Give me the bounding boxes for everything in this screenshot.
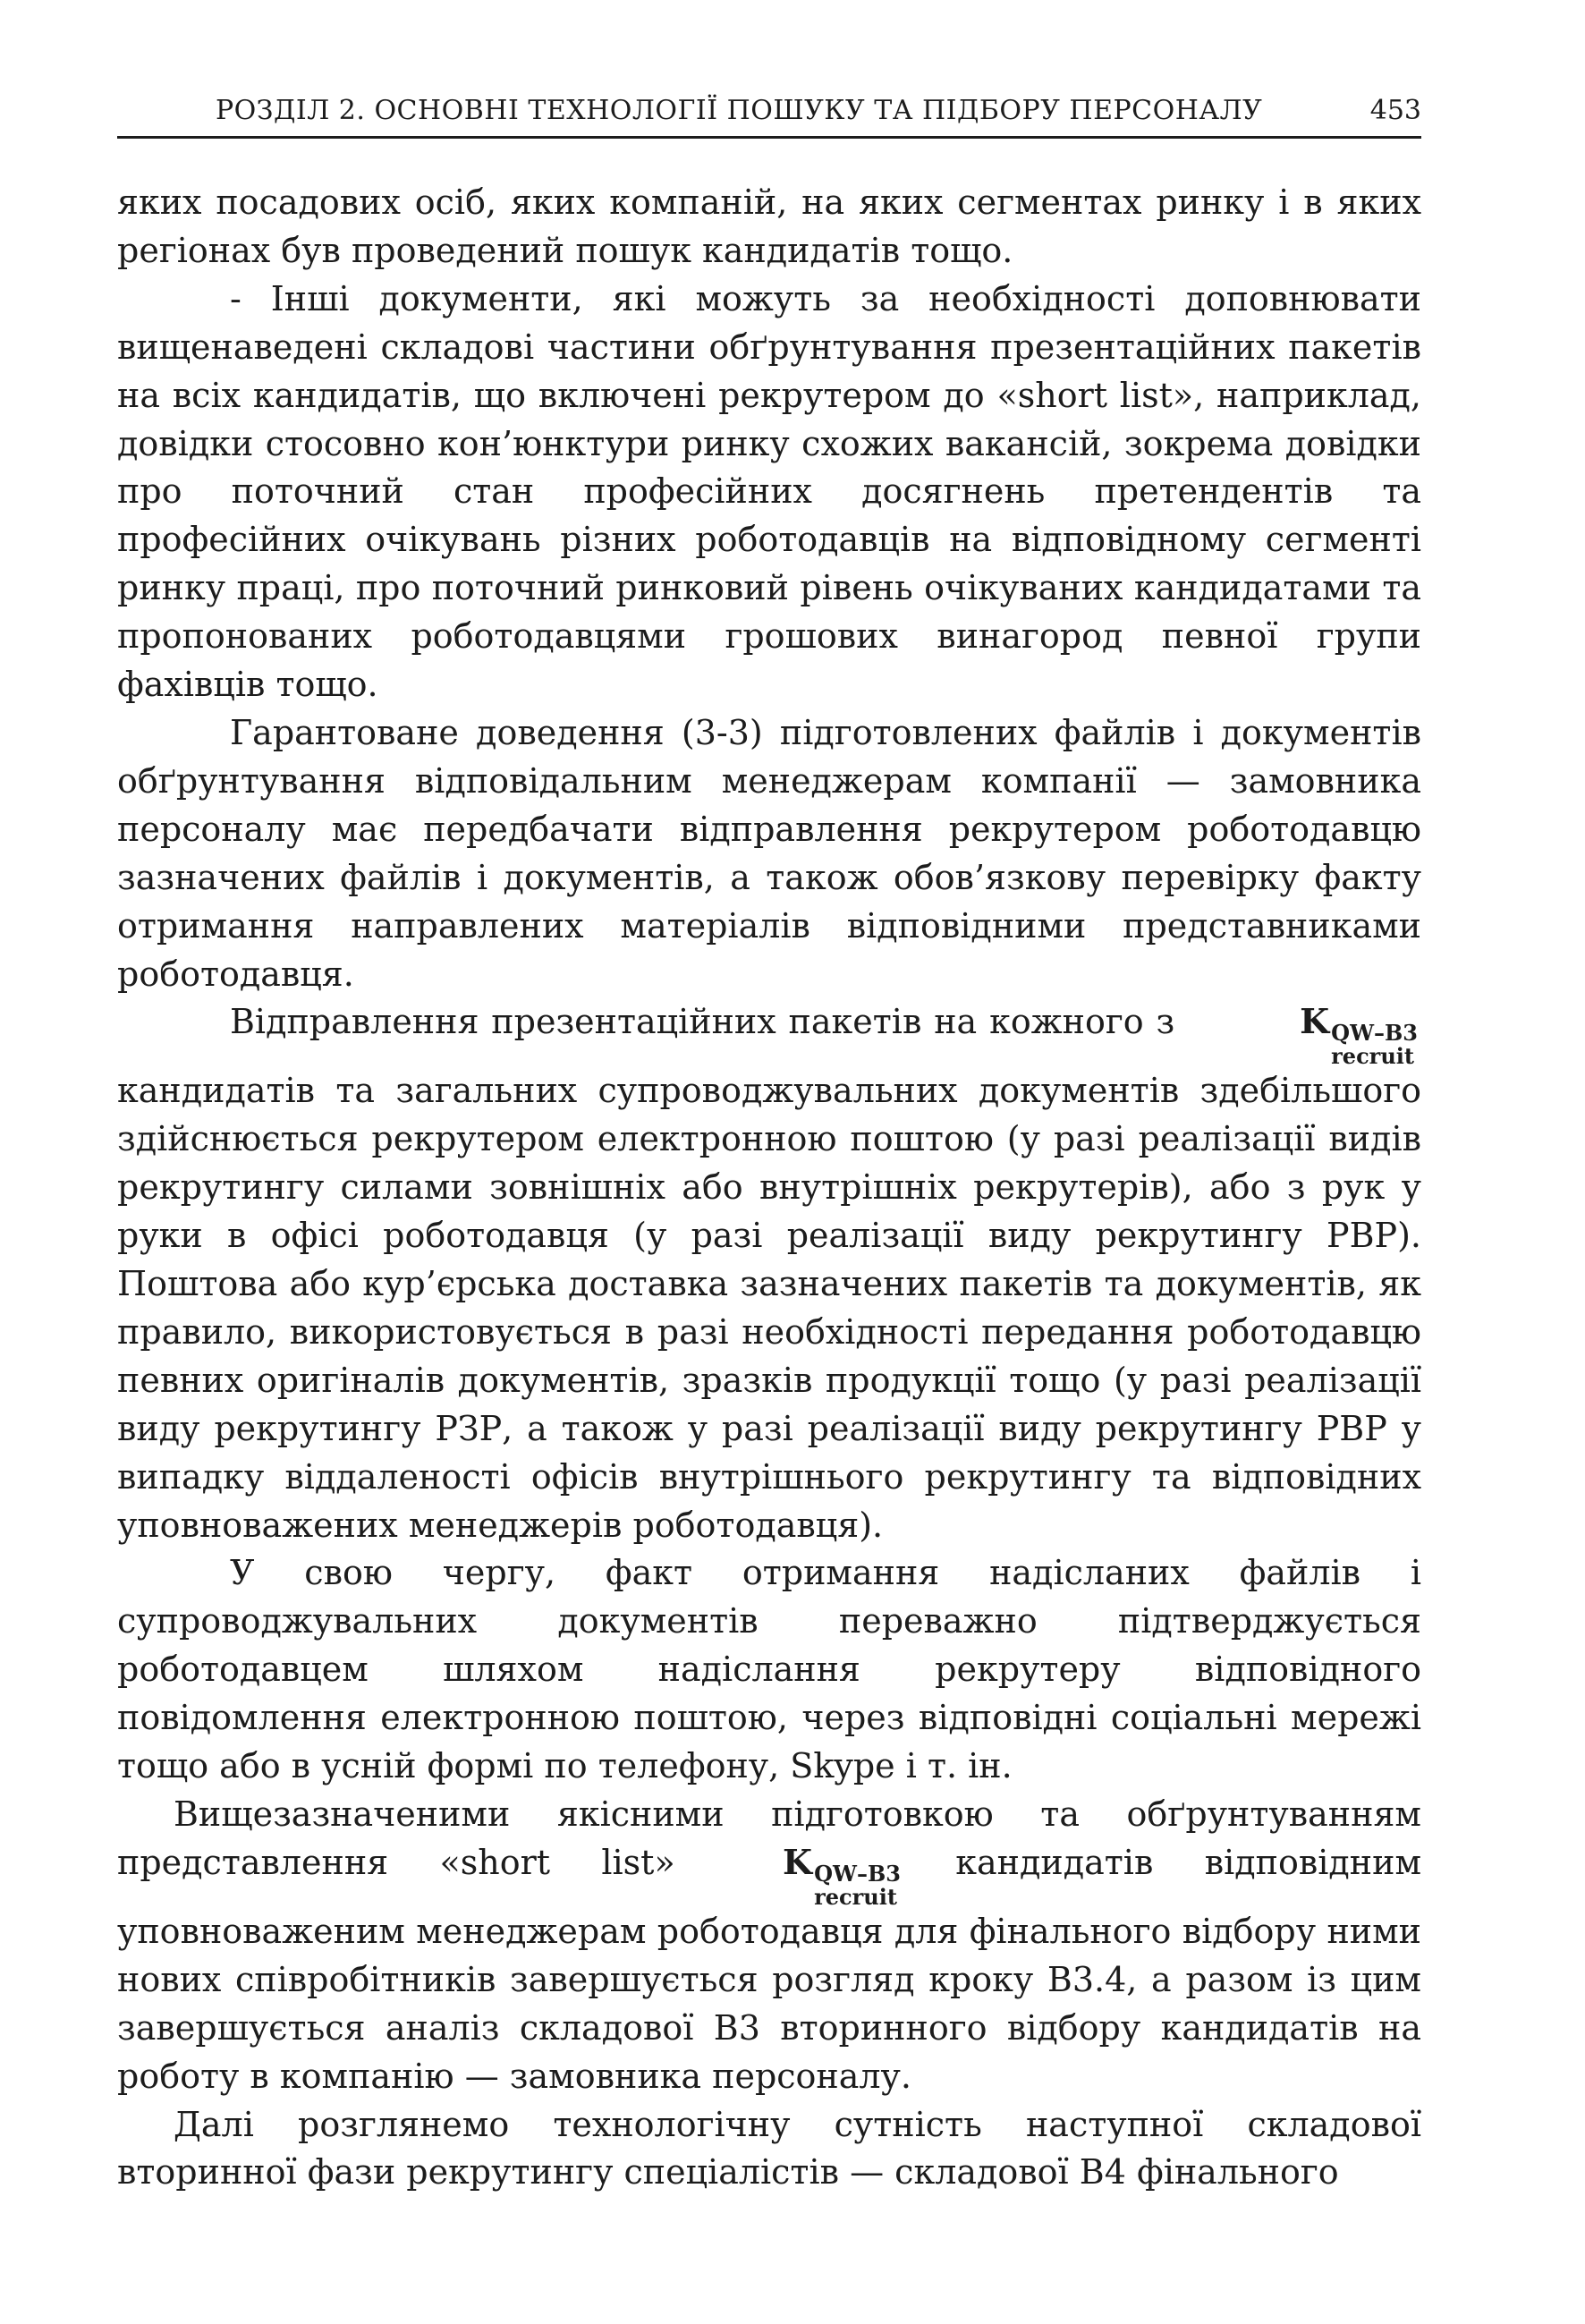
page-number: 453 <box>1369 95 1421 126</box>
formula-k-recruit <box>1187 1001 1421 1070</box>
formula-base-2: K <box>783 1841 813 1882</box>
paragraph-1: яких посадових осіб, яких компаній, на яких сегментах ринку і в яких регіонах був проведений пошук кандидатів тощо. <box>117 182 1421 270</box>
formula-subscript: recruit <box>1331 1043 1414 1070</box>
paragraph-4-text-start: Відправлення презентаційних пакетів на кожного з <box>230 1002 1188 1042</box>
formula-k-recruit-2 <box>726 1841 904 1910</box>
formula-superscript: QW–B3 <box>1331 1020 1418 1047</box>
chapter-title: РОЗДІЛ 2. ОСНОВНІ ТЕХНОЛОГІЇ ПОШУКУ ТА ПІДБОРУ ПЕРСОНАЛУ <box>216 95 1263 126</box>
paragraph-4-text-end: кандидатів та загальних супроводжувальних документів здебільшого здійснюється рекрутером електронною поштою (у разі реалізації видів рекрутингу силами зовнішніх або внутрішніх рекрутерів), або з рук у руки в офісі роботодавця (у разі реалізації виду рекрутингу PBP). Поштова або кур’єрська доставка зазначених пакетів та документів, як правило, використовується в разі необхідності передання роботодавцю певних оригіналів документів, зразків продукції тощо (у разі реалізації виду рекрутингу РЗР, а також у разі реалізації виду рекрутингу PBP у випадку віддаленості офісів внутрішнього рекрутингу та відповідних уповноважених менеджерів роботодавця). <box>117 1071 1421 1545</box>
paragraph-7: Далі розглянемо технологічну сутність наступної складової вторинної фази рекрутингу спеціалістів — складової B4 фінального <box>117 2104 1421 2193</box>
paragraph-6 <box>117 1791 1421 2101</box>
formula-superscript-2: QW–B3 <box>814 1860 901 1887</box>
formula-base: K <box>1300 1001 1330 1042</box>
paragraph-4 <box>117 998 1421 1549</box>
body-text <box>117 179 1421 2197</box>
running-header <box>117 89 1421 139</box>
paragraph-5: У свою чергу, факт отримання надісланих файлів і супроводжувальних документів переважно підтверджується роботодавцем шляхом надіслання рекрутеру відповідного повідомлення електронною поштою, через відповідні соціальні мережі тощо або в усній формі по телефону, Skype і т. ін. <box>117 1553 1421 1786</box>
paragraph-6-text-end: кандидатів відповідним уповноваженим менеджерам роботодавця для фінального відбору ними нових співробітників завершується розгляд кроку B3.4, а разом із цим завершується аналіз складової B3 вторинного відбору кандидатів на роботу в компанію — замовника персоналу. <box>117 1842 1421 2096</box>
formula-indices-2 <box>814 1860 901 1910</box>
formula-indices <box>1331 1020 1418 1070</box>
paragraph-3: Гарантоване доведення (3-3) підготовлених файлів і документів обґрунтування відповідальним менеджерам компанії — замовника персоналу має передбачати відправлення рекрутером роботодавцю зазначених файлів і документів, а також обов’язкову перевірку факту отримання направлених матеріалів відповідними представниками роботодавця. <box>117 712 1421 994</box>
formula-subscript-2: recruit <box>814 1883 897 1910</box>
paragraph-2-bullet: - Інші документи, які можуть за необхідності доповнювати вищенаведені складові частини обґрунтування презентаційних пакетів на всіх кандидатів, що включені рекрутером до «short list», наприклад, довідки стосовно кон’юнктури ринку схожих вакансій, зокрема довідки про поточний стан професійних досягнень претендентів та професійних очікувань різних роботодавців на відповідному сегменті ринку праці, про поточний ринковий рівень очікуваних кандидатами та пропонованих роботодавцями грошових винагород певної групи фахівців тощо. <box>117 278 1421 705</box>
paragraph-6-text-start: Вищезазначеними якісними підготовкою та обґрунтуванням представлення «short list» <box>117 1794 1421 1882</box>
